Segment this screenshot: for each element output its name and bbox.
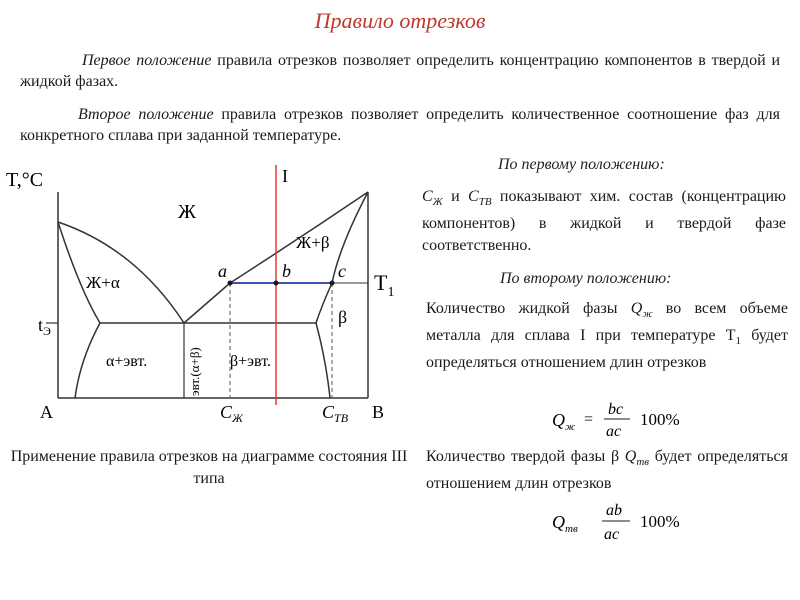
formula-liquid-q: $Q_ж$ (552, 410, 576, 433)
beta-region-label: β (338, 307, 348, 327)
formula-liquid-eq: = (584, 411, 594, 428)
solvus-right-curve (316, 323, 330, 398)
solvus-left-curve (75, 323, 100, 398)
component-b-label: B (372, 402, 385, 422)
phase-diagram (0, 155, 410, 445)
liquid-beta-label: Ж+β (296, 233, 330, 252)
formula-solid-pct: 100% (640, 512, 680, 531)
formula-liquid-den: ac (606, 423, 622, 440)
diagram-caption: Применение правила отрезков на диаграмме состояния III типа (10, 448, 408, 487)
c-liq-label: $C_Ж$ (220, 402, 244, 425)
formula-liquid-pct: 100% (640, 410, 680, 429)
point-b-label: b (282, 261, 291, 281)
point-c-label: c (338, 261, 346, 281)
t1-label: $T_1$ (374, 270, 395, 300)
formula-solid-num: ab (606, 502, 622, 519)
liquid-fraction-text: Количество жидкой фазы $Q_ж$ во всем объеме металла для сплава I при температуре $T_1$ будет определяться отношением длин отрезков (426, 300, 788, 372)
point-a-marker (228, 281, 233, 286)
second-position-text: правила отрезков позволяет определить количественное соотношение фаз для конкретного сплава при заданной температуре. (20, 106, 780, 144)
formula-solid-q: $Q_{тв}$ (552, 512, 578, 535)
component-a-label: A (40, 402, 53, 422)
eutectic-temp-label: $t_Э$ (38, 315, 51, 338)
liquid-alpha-label: Ж+α (86, 273, 120, 292)
first-position-lead: Первое положение (82, 52, 212, 69)
first-position-heading: По первому положению: (498, 156, 665, 173)
point-a-label: a (218, 261, 227, 281)
alpha-eutectic-label: α+эвт. (106, 353, 148, 370)
formula-solid (548, 498, 698, 548)
eutectic-label: эвт.(α+β) (187, 347, 202, 396)
first-position-explanation: $C_Ж$ и $C_{ТВ}$ показывают хим. состав (концентрацию компонентов) в жидкой и твердой фазе соответственно. (422, 188, 786, 255)
formula-liquid-num: bc (608, 401, 624, 418)
point-b-marker (274, 281, 279, 286)
y-axis-label: T,°C (6, 169, 44, 191)
page-title: Правило отрезков (314, 8, 486, 33)
solidus-right-curve (316, 192, 368, 323)
second-position-paragraph (20, 104, 780, 146)
second-position-heading: По второму положению: (500, 270, 672, 287)
formula-solid-den: ac (604, 526, 620, 543)
formula-liquid (548, 396, 698, 444)
first-position-paragraph (20, 50, 780, 92)
point-c-marker (330, 281, 335, 286)
second-position-lead: Второе положение (78, 106, 214, 123)
liquid-region-label: Ж (178, 201, 196, 223)
solid-fraction-text: Количество твердой фазы β $Q_{тв}$ будет определяться отношением длин отрезков (426, 448, 789, 493)
liquidus-left-curve (58, 222, 184, 323)
beta-eutectic-label: β+эвт. (230, 353, 271, 370)
first-position-text: правила отрезков позволяет определить концентрацию компонентов в твердой и жидкой фазах. (20, 52, 781, 90)
c-sol-label: $C_{ТВ}$ (322, 402, 349, 425)
alloy-label: I (282, 166, 288, 186)
